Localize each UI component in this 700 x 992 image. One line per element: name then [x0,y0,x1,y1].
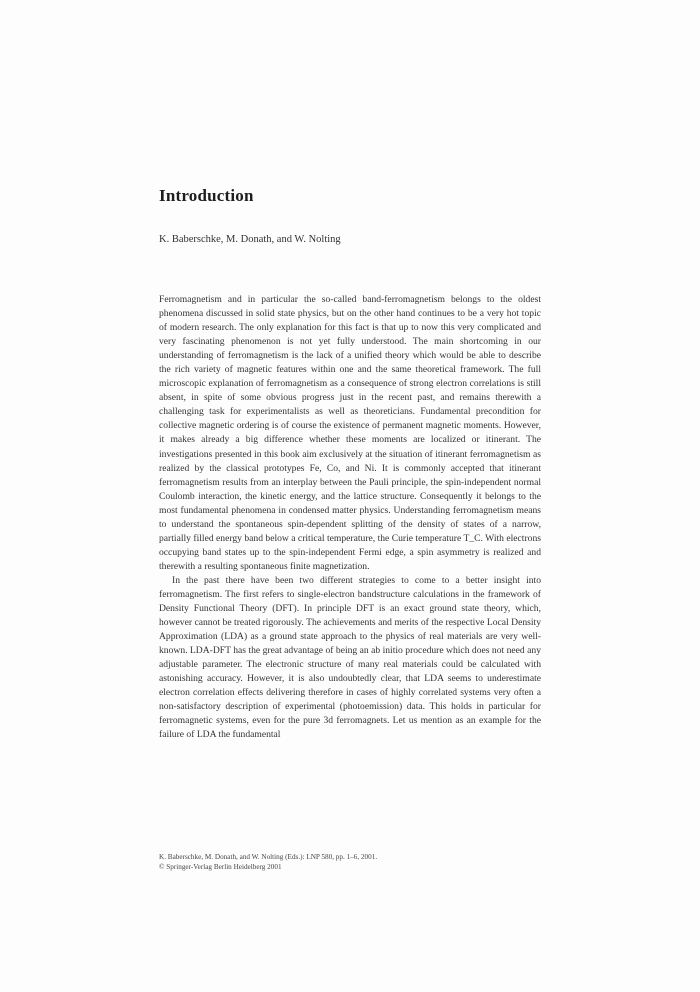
chapter-title: Introduction [159,186,254,205]
footnote-copyright: © Springer-Verlag Berlin Heidelberg 2001 [159,863,282,871]
paragraph-1: Ferromagnetism and in particular the so-called band-ferromagnetism belongs to the oldest phenomena discussed in solid state physics, but on the other hand continues to be a very hot topic of modern research. The only explanation for this fact is that up to now this very complicated and very fascinating phenomenon is not yet fully understood. The main shortcoming in our understanding of ferromagnetism is the lack of a unified theory which would be able to describe the rich variety of magnetic features within one and the same theoretical framework. The full microscopic explanation of ferromagnetism as a consequence of strong electron correlations is still absent, in spite of some obvious progress just in the recent past, and remains therewith a challenging task for experimentalists as well as theoreticians. Fundamental precondition for collective magnetic ordering is of course the existence of permanent magnetic moments. However, it makes already a big difference whether these moments are localized or itinerant. The investigations presented in this book aim exclusively at the situation of itinerant ferromagnetism as realized by the classical prototypes Fe, Co, and Ni. It is commonly accepted that itinerant ferromagnetism results from an interplay between the Pauli principle, the spin-independent normal Coulomb interaction, the kinetic energy, and the lattice structure. Consequently it belongs to the most fundamental phenomena in condensed matter physics. Understanding ferromagnetism means to understand the spontaneous spin-dependent splitting of the density of states of a narrow, partially filled energy band below a critical temperature, the Curie temperature T_C. With electrons occupying band states up to the spin-independent Fermi edge, a spin asymmetry is realized and therewith a resulting spontaneous finite magnetization. [159,294,541,572]
footnote-citation: K. Baberschke, M. Donath, and W. Nolting (Eds.): LNP 580, pp. 1–6, 2001. [159,853,378,861]
paragraph-2: In the past there have been two different strategies to come to a better insight into ferromagnetism. The first refers to single-electron bandstructure calculations in the framework of Density Functional Theory (DFT). In principle DFT is an exact ground state theory, which, however cannot be treated rigorously. The achievements and merits of the respective Local Density Approximation (LDA) as a ground state approach to the physics of real materials are very well-known. LDA-DFT has the great advantage of being an ab initio procedure which does not need any adjustable parameter. The electronic structure of many real materials could be calculated with astonishing accuracy. However, it is also undoubtedly clear, that LDA seems to underestimate electron correlation effects delivering therefore in cases of highly correlated systems very often a non-satisfactory description of experimental (photoemission) data. This holds in particular for ferromagnetic systems, even for the pure 3d ferromagnets. Let us mention as an example for the failure of LDA the fundamental [159,574,541,741]
footnote [159,852,541,872]
body-text [159,293,541,743]
author-list: K. Baberschke, M. Donath, and W. Nolting [159,234,341,245]
